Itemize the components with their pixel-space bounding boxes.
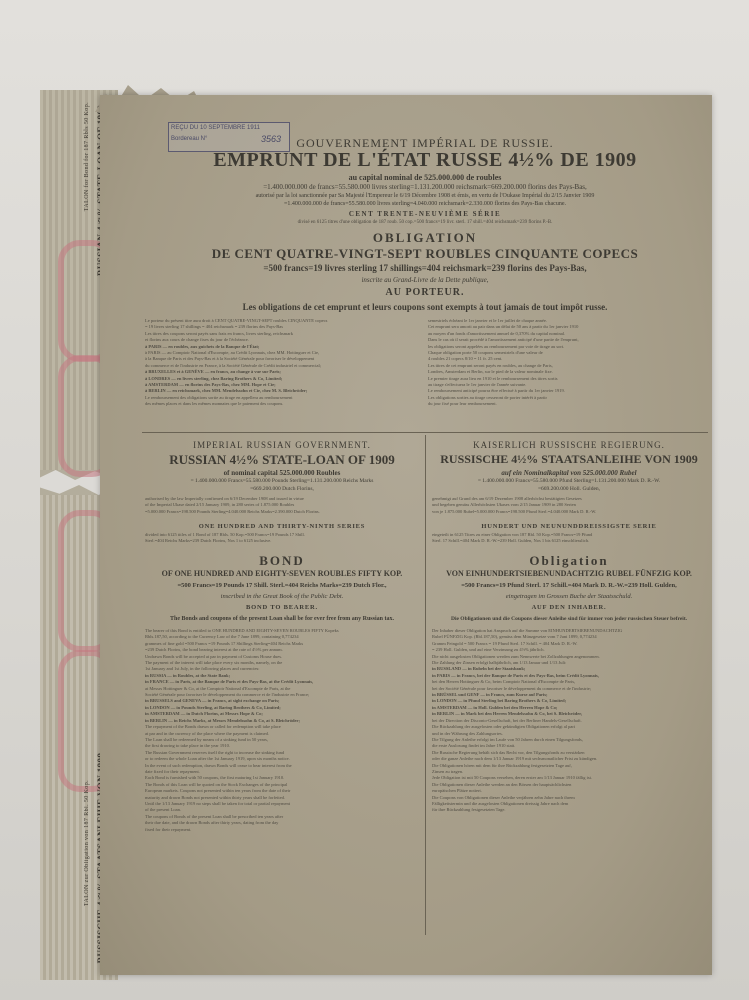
en-series-detail: divided into 6125 titles of 1 Bond of 187 Rbls. 50 Kop.=500 Francs=19 Pounds 17 Shill. Sterl.=404 Reichs Marks=239 Dutch Florins, Nos 1 to 6125 inclusive. xyxy=(145,532,305,544)
en-inscribed: inscribed in the Great Book of the Public Debt. xyxy=(220,593,344,600)
de-series: HUNDERT UND NEUNUNDDREISSIGSTE SERIE xyxy=(481,523,657,530)
de-government: KAISERLICH RUSSISCHE REGIERUNG. xyxy=(473,440,665,450)
en-bearer: BOND TO BEARER. xyxy=(246,604,318,611)
en-exemption: The Bonds and coupons of the present Loan shall be for ever free from any Russian tax. xyxy=(170,616,394,622)
stub-subtitle-bottom: TALON zur Obligation von 187 Rbl. 50 Kop. xyxy=(84,780,90,907)
loan-authorization: autorisé par la loi sanctionnée par Sa Majesté l'Empereur le 6/19 Décembre 1908 et émis, en vertu de l'Oukase Impérial du 2/15 Janvier 1909 xyxy=(255,193,595,199)
en-series: ONE HUNDRED AND THIRTY-NINTH SERIES xyxy=(198,523,366,530)
en-equivalents-1: = 1.400.000.000 Francs=55.580.000 Pounds Sterling=1.131.200.000 Reichs Marks xyxy=(190,478,374,484)
inscribed-line: inscrite au Grand-Livre de la Dette publique, xyxy=(361,276,489,284)
column-divider xyxy=(425,435,426,935)
stamp-number: 3563 xyxy=(260,134,281,144)
en-terms-body: The bearer of this Bond is entitled to ONE HUNDRED AND EIGHTY-SEVEN ROUBLES FIFTY Kopeks Rbls.187,50, according to the Currency Law of the 7 June 1899, containing 0,774234 grammes of fine gold =500 Francs =19 Pounds 17 Shillings Sterling=404 Reichs Marks =239 Dutch Florins, the bond bearing interest at the rate of 4½% per annum. Undrawn Bonds will be accepted at par in payment of Customs House dues. The payment of the interest will take place every six months, namely, on the 1st January and 1st July, in the following places and currencies: in RUSSIA — in Roubles, at the State Bank; in FRANCE — in Paris, at the Banque de Paris et des Pays-Bas, at the Crédit Lyonnais, at Messrs Hottinguer & Co, at the Comptoir National d'Escompte de Paris, at the Société Générale pour favoriser le développement du commerce et de l'industrie en France; in BRUSSELS and GENEVA — in Francs, at sight exchange on Paris; in LONDON — in Pounds Sterling, at Baring Brothers & Co, Limited; in AMSTERDAM — in Dutch Florins, at Messrs Hope & Co; in BERLIN — in Reichs Marks, at Messrs Mendelssohn & Co, at S. Bleichröder; The repayment of the Bonds drawn or called for redemption will take place at par and in the currency of the place where the payment is claimed. The Loan shall be redeemed by means of a sinking fund in 50 years, the first drawing to take place in the year 1910. The Russian Government reserves itself the right to increase the sinking fund or to redeem the whole Loan after the 1st January 1919, upon six months notice. In the event of such redemption, drawn Bonds will cease to bear interest from the date fixed for their repayment. Each Bond is furnished with 50 coupons, the first maturing 1st January 1910. The Bonds of this Loan will be quoted on the Stock Exchanges of the principal European markets. Coupons not presented within ten years from the date of their maturity and drawn Bonds not presented within thirty years shall be forfeited. Until the 1/13 January 1919 no steps shall be taken for total or partial repayment of the present Loan. The coupons of Bonds of the present Loan shall be prescribed ten years after their due date, and the drawn Bonds after thirty years, dating from the day fixed for their repayment. xyxy=(145,628,339,832)
government-heading: GOUVERNEMENT IMPÉRIAL DE RUSSIE. xyxy=(296,136,554,150)
french-terms-left: Le porteur du présent titre aura droit à CENT QUATRE-VINGT-SEPT roubles CINQUANTE copecs = 19 livres sterling 17 shillings = 404 reichsmark = 239 florins des Pays-Bas Les titres des coupons seront payés sans frais en francs, livres sterling, reichsmark et florins aux cours de change fixes du jour de l'échéance. à PARIS — en roubles, aux guichets de la Banque de l'État; à PARIS — au Comptoir National d'Escompte, au Crédit Lyonnais, chez MM. Hottinguer et Cie, à la Banque de Paris et des Pays-Bas et à la Société Générale pour favoriser le développement du commerce et de l'industrie en France, à la Société Générale de Crédit industriel et commercial; à BRUXELLES et à GENÈVE — en francs, au change à vue sur Paris; à LONDRES — en livres sterling, chez Baring Brothers & Co, Limited; à AMSTERDAM — en florins des Pays-Bas, chez MM. Hope et Cie; à BERLIN — en reichsmark, chez MM. Mendelssohn et Cie, chez M. S. Bleichröder; Le remboursement des obligations sortie au tirage en appellera au remboursement des mêmes places et dans les mêmes monnaies que le paiement des coupons. xyxy=(145,318,328,407)
obligation-amount: DE CENT QUATRE-VINGT-SEPT ROUBLES CINQUANTE COPECS xyxy=(211,246,639,261)
french-terms-right: semestriels échéant le 1er janvier et le 1er juillet de chaque année. Cet emprunt sera amorti au pair dans un délai de 50 ans à partir du 1er janvier 1910 au moyen d'un fonds d'amortissement annuel de 0,370% du capital nominal. Dans le cas où il serait procédé à l'amortissement anticipé d'une partie de l'emprunt, les obligations seront appelées au remboursement par voie de tirage au sort. Chaque obligation porte 50 coupons semestriels d'une valeur de 4 roubles 21 copecs 8/10 = 11 fr. 25 cent. Les titres de cet emprunt seront payés en roubles, au change de Paris, Londres, Amsterdam et Berlin, sur le pied de la valeur nominale fixe. Le premier tirage aura lieu en 1910 et le remboursement des titres sortis au tirage s'effectuera le 1er janvier de l'année suivante. Le remboursement anticipé pourra être effectué à partir du 1er janvier 1919. Les obligations sorties au tirage cesseront de porter intérêt à partir du jour fixé pour leur remboursement. xyxy=(428,318,579,407)
section-divider xyxy=(142,432,708,433)
loan-amount: =1.400.000.000 de francs=55.580.000 livres sterling=4.040.000 reichsmark=2.330.000 florins des Pays-Bas chacune. xyxy=(284,201,566,207)
loan-equivalents: =1.400.000.000 de francs=55.580.000 livres sterling=1.131.200.000 reichsmark=669.200.000 florins des Pays-Bas, xyxy=(263,183,587,191)
obligation-equivalents: =500 francs=19 livres sterling 17 shillings=404 reichsmark=239 florins des Pays-Bas, xyxy=(263,263,587,273)
de-title: RUSSISCHE 4½% STAATSANLEIHE VON 1909 xyxy=(440,452,698,466)
en-government: IMPERIAL RUSSIAN GOVERNMENT. xyxy=(193,440,371,450)
loan-title: EMPRUNT DE L'ÉTAT RUSSE 4½% DE 1909 xyxy=(213,149,637,171)
en-capital: of nominal capital 525.000.000 Roubles xyxy=(223,469,341,477)
de-obligation-heading: Obligation xyxy=(529,553,609,568)
en-equivalents-2: =669.200.000 Dutch Florins, xyxy=(250,486,314,492)
en-bond-heading: BOND xyxy=(259,553,305,568)
de-capital: auf ein Nominalkapital von 525.000.000 Rubel xyxy=(501,469,637,477)
de-exemption: Die Obligationen und die Coupons dieser Anleihe sind für immer von jeder russischen Steuer befreit. xyxy=(450,616,688,622)
fine-print: divisé en 6125 titres d'une obligation de 187 roub. 50 cop.=500 francs=19 livr. sterl. 17 shill.=404 reichsmark=239 florins P.-B. xyxy=(297,220,553,225)
en-title: RUSSIAN 4½% STATE-LOAN OF 1909 xyxy=(169,452,395,467)
en-bond-amount: OF ONE HUNDRED AND EIGHTY-SEVEN ROUBLES FIFTY KOP. xyxy=(161,569,403,578)
de-equivalents-2: =669.200.000 Holl. Gulden, xyxy=(537,486,601,492)
de-series-detail: eingeteilt in 6125 Titres zu einer Obligation von 187 Rbl. 50 Kop.=500 Francs=19 Pfund Sterl. 17 Schill.=404 Mark D. R.-W.=239 Holl. Gulden, Nos 1 bis 6125 einschliesslich. xyxy=(432,532,593,544)
stamp-label: Bordereau N° xyxy=(171,136,208,142)
de-equivalents-1: = 1.400.000.000 Francs=55.580.000 Pfund Sterling=1.131.200.000 Mark D. R.-W. xyxy=(477,478,661,484)
de-bearer: AUF DEN INHABER. xyxy=(531,604,607,611)
stamp-line: REÇU DU 10 SEPTEMBRE 1911 xyxy=(171,125,260,131)
series-heading: CENT TRENTE-NEUVIÈME SÉRIE xyxy=(348,210,502,218)
de-authorization: genehmigt auf Grund des am 6/19 Dezember 1908 allerhöchst bestätigten Gesetzes und begeben gemäss Allerhöchsten Ukases vom 2/15 Januar 1909 in 280 Serien von je 1.875.000 Rubel=5.000.000 Francs=198.500 Pfund Sterl.=4.040.000 Mark D. R.-W. xyxy=(432,496,597,514)
de-obligation-equivalents: =500 Francs=19 Pfund Sterl. 17 Schill.=404 Mark D. R.-W.=239 Holl. Gulden, xyxy=(461,582,677,589)
loan-capital: au capital nominal de 525.000.000 de roubles xyxy=(348,173,502,182)
en-bond-equivalents: =500 Francs=19 Pounds 17 Shill. Sterl.=404 Reichs Marks=239 Dutch Flor., xyxy=(177,582,387,589)
en-authorization: authorised by the law Imperially confirmed on 6/19 December 1908 and issued in virtue of the Imperial Ukase dated 2/15 January 1909, in 280 series of 1.875.000 Roubles =5.000.000 Francs=198.500 Pounds Sterling=4.040.000 Reichs Marks=2.390.000 Dutch Florins. xyxy=(145,496,320,514)
tax-exemption: Les obligations de cet emprunt et leurs coupons sont exempts à tout jamais de tout impôt russe. xyxy=(242,302,608,312)
de-terms-body: Der Inhaber dieser Obligation hat Anspruch auf die Summe von EINHUNDERTSIEBENUNDACHTZIG Rubel FÜNFZIG Kop. (Rbl.187,50), gemäss dem Münzgesetze vom 7 Juni 1899, 0,774234 Gramm Feingold = 500 Francs = 19 Pfund Sterl. 17 Schill. = 404 Mark D. R.-W. = 239 Holl. Gulden, und auf eine Verzinsung zu 4½% jährlich. Die nicht ausgelosten Obligationen werden zum Nennwerte bei Zollzahlungen angenommen. Die Zahlung der Zinsen erfolgt halbjährlich, am 1/13 Januar und 1/13 Juli: in RUSSLAND — in Rubeln bei der Staatsbank; in PARIS — in Francs, bei der Banque de Paris et des Pays-Bas, beim Crédit Lyonnais, bei den Herren Hottinguer & Co, beim Comptoir National d'Escompte de Paris, bei der Société Générale pour favoriser le développement du commerce et de l'industrie; in BRÜSSEL und GENF — in Francs, zum Kurse auf Paris; in LONDON — in Pfund Sterling bei Baring Brothers & Co, Limited; in AMSTERDAM — in Holl. Gulden bei den Herren Hope & Co; in BERLIN — in Mark bei den Herren Mendelssohn & Co, bei S. Bleichröder, bei der Direction der Disconto-Gesellschaft, bei der Berliner Handels-Gesellschaft. Die Rückzahlung der ausgelosten oder gekündigten Obligationen erfolgt al pari und in der Währung des Zahlungsortes. Die Tilgung der Anleihe erfolgt im Laufe von 50 Jahren durch einen Tilgungsfonds, die erste Auslosung findet im Jahre 1910 statt. Die Russische Regierung behält sich das Recht vor, den Tilgungsfonds zu verstärken oder die ganze Anleihe nach dem 1/13 Januar 1919 mit sechsmonatlicher Frist zu kündigen. Die Obligationen hören mit dem für ihre Rückzahlung festgesetzten Tage auf, Zinsen zu tragen. Jede Obligation ist mit 50 Coupons versehen, deren erster am 1/13 Januar 1910 fällig ist. Die Obligationen dieser Anleihe werden an den Börsen der hauptsächlichsten europäischen Plätze notiert. Die Coupons von Obligationen dieser Anleihe verjähren zehn Jahre nach ihrem Fälligkeitstermin und die ausgelosten Obligationen dreissig Jahre nach dem für ihre Rückzahlung festgesetzten Tage. xyxy=(432,628,623,813)
bearer-heading: AU PORTEUR. xyxy=(385,287,465,298)
stub-subtitle-top: TALON for Bond for 187 Rbls 50 Kop. xyxy=(84,102,90,212)
obligation-heading: OBLIGATION xyxy=(372,230,478,245)
de-obligation-amount: VON EINHUNDERTSIEBENUNDACHTZIG RUBEL FÜNFZIG KOP. xyxy=(446,569,692,578)
de-inscribed: eingetragen im Grossen Buche der Staatsschuld. xyxy=(505,593,633,600)
